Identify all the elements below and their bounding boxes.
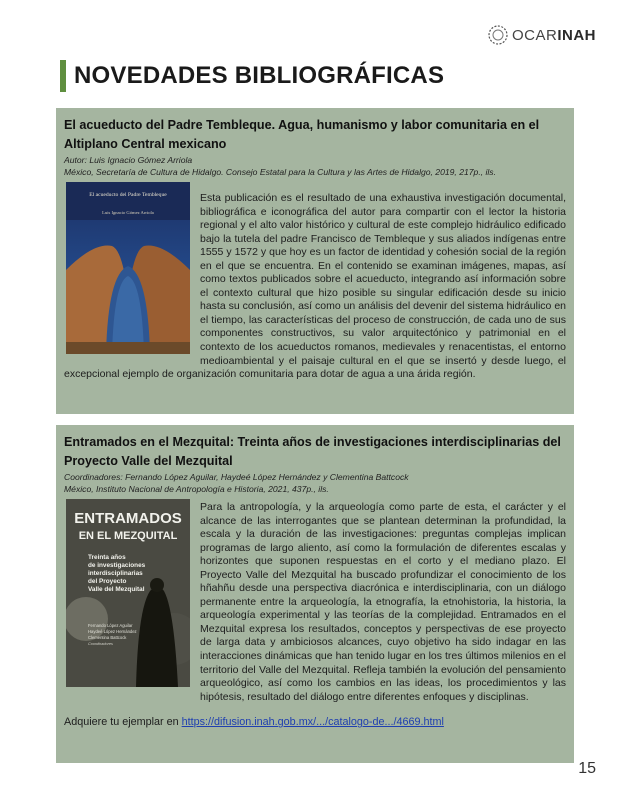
book-cover-image — [66, 499, 190, 687]
cover-subtitle-line-1: Treinta años — [88, 554, 126, 561]
book-coordinators: Coordinadores: Fernando López Aguilar, Haydeé López Hernández y Clementina Battcock — [64, 472, 409, 482]
book-description: Esta publicación es el resultado de una exhaustiva investigación documental, bibliográfica e iconográfica del autor para compartir con el lector la historia regional y el alto valor histórico y cultural de este complejo hidráulico edificado bajo la tutela del padre Francisco de Tembleque y sus aliados indígenas entre 1555 y 1572 y que hoy es un factor de identidad y cohesión social de la región en el que se encuentra. En el contenido se examinan imágenes, mapas, así como textos publicados sobre el acueducto, integrando así información sobre el contexto cultural que hizo posible su singular edificación desde su inicio hasta su conclusión, así como un análisis del devenir del sistema hidráulico en el tiempo, las características del proceso de construcción, de cada uno de sus componentes constructivos, su valor arquitectónico y patrimonial en el contexto de los acueductos romanos, medievales y renacentistas, el entorno medioambiental y el paisaje cultural en el que se insertó y desde luego, el excepcional ejemplo de organización comunitaria para dotar de agua a una árida región. — [64, 192, 566, 381]
logo-text-light: OCAR — [511, 26, 558, 44]
cover-credit-line-1: Fernando López Aguilar — [88, 623, 133, 628]
cover-credit-line-3: Clementina Battcock — [88, 635, 127, 640]
cover-subtitle-line-2: de investigaciones — [88, 562, 146, 569]
book-cover-image — [66, 182, 190, 354]
acquire-link[interactable]: https://difusion.inah.gob.mx/.../catalogo-de.../4669.html — [181, 716, 444, 729]
book-publication: México, Instituto Nacional de Antropología e Historia, 2021, 437p., ils. — [64, 484, 329, 494]
cover-subtitle-line-5: Valle del Mezquital — [88, 586, 145, 593]
logo-text — [512, 27, 596, 44]
section-heading — [60, 60, 444, 92]
book-author: Autor: Luis Ignacio Gómez Arriola — [64, 155, 193, 165]
book-card-1 — [56, 108, 574, 414]
book-description: Para la antropología, y la arqueología como parte de esta, el carácter y el alcance de las interrogantes que se plantean determinan la profundidad, la escala y la duración de las investigaciones: preguntas complejas implican programas de largo aliento, así como la formulación de diferentes escalas y horizontes que suponen respuestas en el corto y el mediano plazo. El Proyecto Valle del Mezquital ha buscado profundizar el conocimiento de los hñahñu desde una perspectiva diacrónica e interdisciplinaria, con un diálogo permanente entre la arqueología, la etnografía, la etnohistoria, la historia, la arqueología experimental y las teorías de la complejidad. Entramados en el Mezquital expresa los resultados, conceptos y perspectivas de ese proyecto de larga data y ambiciosos alcances, cuyo objetivo ha sido indagar en las interacciones dinámicas que han tenido lugar en los tres últimos milenios en el territorio del Valle del Mezquital. Refleja también la evolución del pensamiento arqueológico, así como los cambios en las ideas, los procedimientos y las hipótesis, resultado del diálogo entre diferentes enfoques y disciplinas. — [200, 501, 566, 703]
section-title: NOVEDADES BIBLIOGRÁFICAS — [74, 62, 445, 89]
cover-author-text: Luis Ignacio Gómez Arriola — [102, 210, 154, 215]
book-title: Entramados en el Mezquital: Treinta años de investigaciones interdisciplinarias del Proyecto Valle del Mezquital — [64, 435, 561, 468]
book-card-2 — [56, 425, 574, 763]
cover-subtitle-line-3: interdisciplinarias — [88, 570, 143, 577]
cover-title-line-2: EN EL MEZQUITAL — [78, 530, 178, 542]
cover-credit-line-4: Coordinadores — [88, 642, 113, 646]
book-publication: México, Secretaría de Cultura de Hidalgo. Consejo Estatal para la Cultura y las Artes de Hidalgo, 2019, 217p., ils. — [64, 167, 496, 177]
logo-mark-icon — [487, 24, 509, 46]
heading-accent-bar — [60, 60, 66, 92]
cover-subtitle-line-4: del Proyecto — [88, 578, 127, 585]
logo-text-bold: INAH — [557, 26, 596, 44]
page-number: 15 — [578, 760, 596, 777]
cover-credit-line-2: Haydeé López Hernández — [88, 629, 137, 634]
cover-title-line-1: ENTRAMADOS — [74, 510, 182, 527]
acquire-line — [64, 716, 566, 728]
acquire-label: Adquiere tu ejemplar en — [64, 716, 182, 729]
logo — [487, 24, 596, 46]
book-title: El acueducto del Padre Tembleque. Agua, humanismo y labor comunitaria en el Altiplano Central mexicano — [64, 118, 540, 151]
cover-title-text: El acueducto del Padre Tembleque — [89, 192, 167, 198]
